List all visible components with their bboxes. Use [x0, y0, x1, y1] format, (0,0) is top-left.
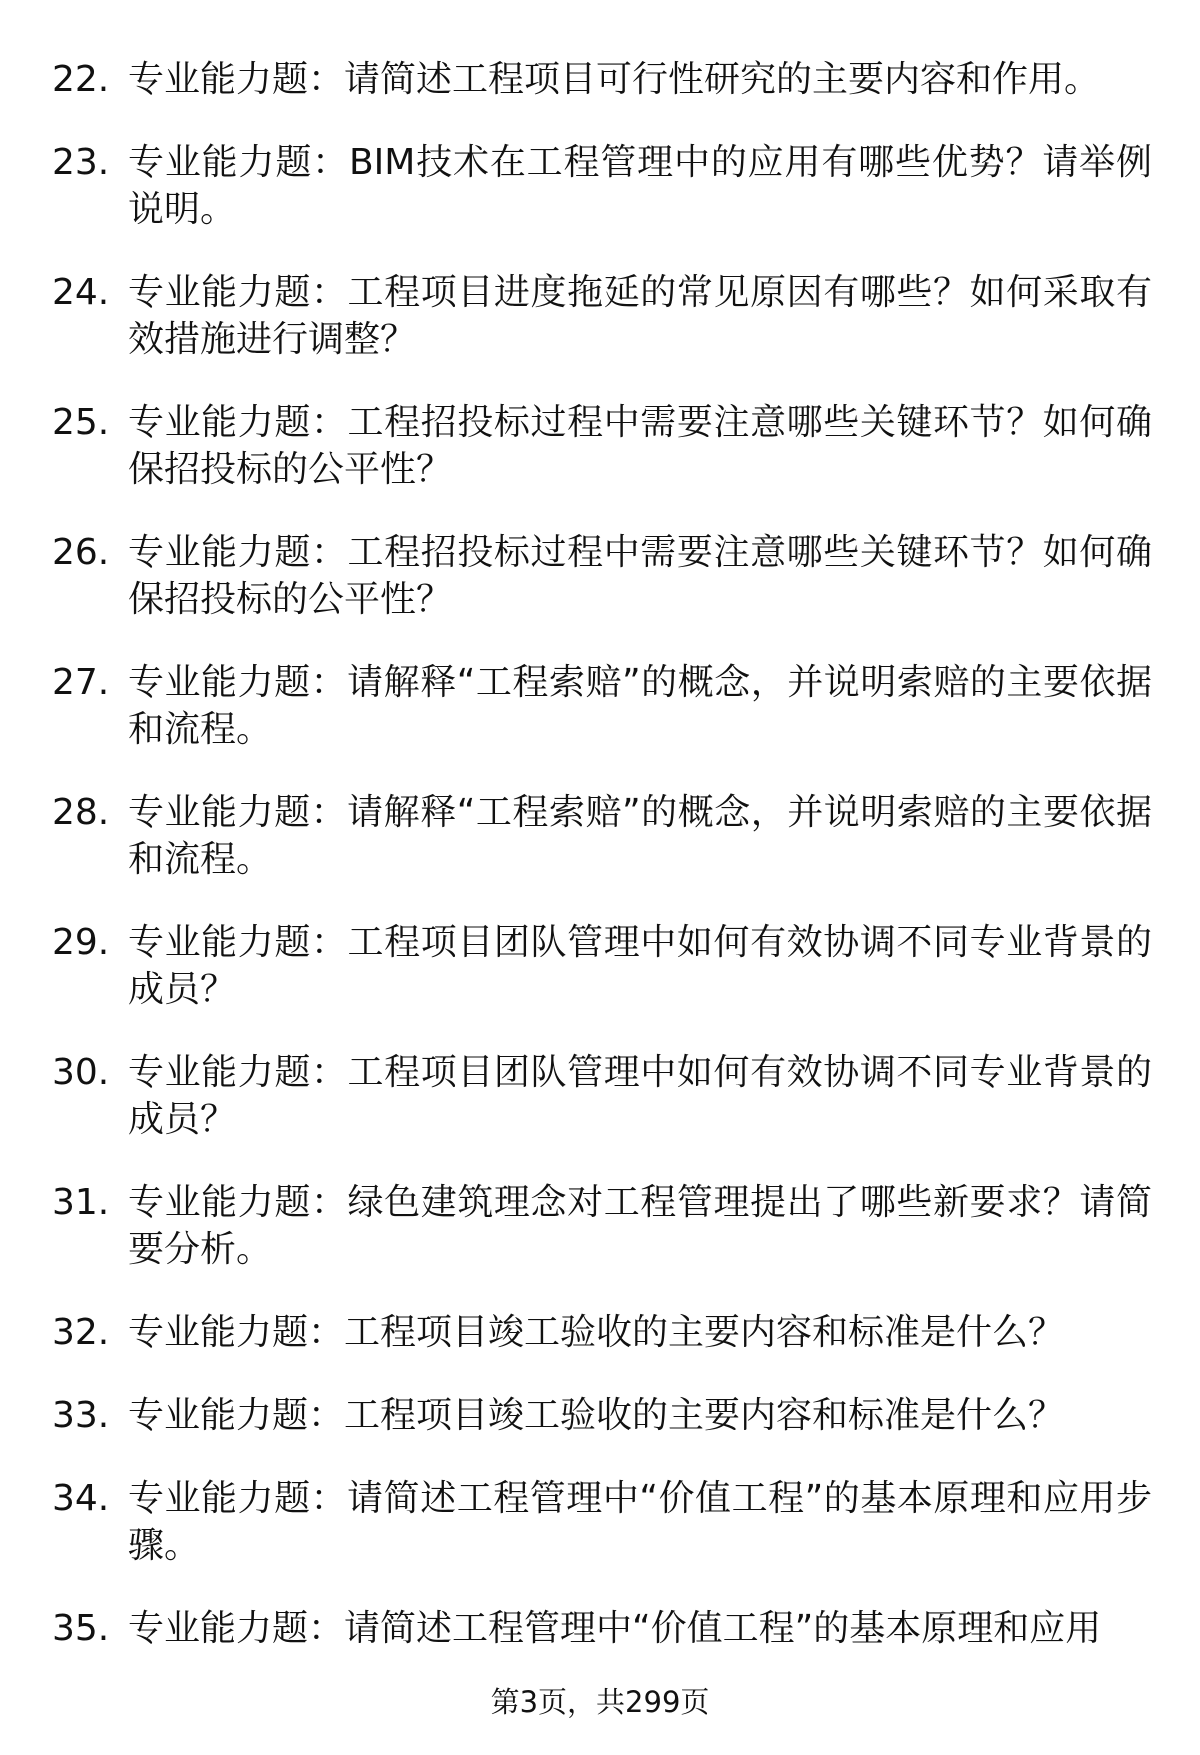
question-number: 29.	[52, 922, 110, 963]
page-footer: 第3页，共299页	[490, 1685, 710, 1719]
question-item	[52, 529, 1152, 623]
question-text: 专业能力题：工程项目团队管理中如何有效协调不同专业背景的成员？	[128, 1052, 1152, 1140]
question-item	[52, 56, 1152, 103]
question-text: 专业能力题：绿色建筑理念对工程管理提出了哪些新要求？请简要分析。	[128, 1182, 1152, 1270]
question-text: 专业能力题：请解释“工程索赔”的概念，并说明索赔的主要依据和流程。	[128, 792, 1152, 880]
question-item	[52, 789, 1152, 883]
question-number: 32.	[52, 1312, 110, 1353]
question-item	[52, 139, 1152, 233]
question-item	[52, 1179, 1152, 1273]
question-item	[52, 919, 1152, 1013]
question-number: 23.	[52, 142, 110, 183]
question-item	[52, 659, 1152, 753]
question-number: 24.	[52, 272, 110, 313]
question-number: 28.	[52, 792, 110, 833]
question-text: 专业能力题：工程项目竣工验收的主要内容和标准是什么？	[128, 1395, 1065, 1436]
question-item	[52, 1605, 1152, 1652]
question-item	[52, 1475, 1152, 1569]
question-number: 35.	[52, 1608, 110, 1649]
question-text: 专业能力题：工程项目进度拖延的常见原因有哪些？如何采取有效措施进行调整？	[128, 272, 1152, 360]
question-text: 专业能力题：工程项目竣工验收的主要内容和标准是什么？	[128, 1312, 1065, 1353]
question-text: 专业能力题：请简述工程管理中“价值工程”的基本原理和应用	[128, 1608, 1102, 1649]
question-text: 专业能力题：工程招投标过程中需要注意哪些关键环节？如何确保招投标的公平性？	[128, 402, 1152, 490]
question-item	[52, 399, 1152, 493]
question-text: 专业能力题：请简述工程项目可行性研究的主要内容和作用。	[128, 59, 1101, 100]
question-item	[52, 1309, 1152, 1356]
question-list	[52, 56, 1152, 1688]
question-number: 34.	[52, 1478, 110, 1519]
question-item	[52, 269, 1152, 363]
question-text: 专业能力题：请解释“工程索赔”的概念，并说明索赔的主要依据和流程。	[128, 662, 1152, 750]
question-number: 25.	[52, 402, 110, 443]
question-number: 27.	[52, 662, 110, 703]
question-number: 30.	[52, 1052, 110, 1093]
question-number: 31.	[52, 1182, 110, 1223]
question-text: 专业能力题：请简述工程管理中“价值工程”的基本原理和应用步骤。	[128, 1478, 1152, 1566]
question-item	[52, 1392, 1152, 1439]
question-item	[52, 1049, 1152, 1143]
question-number: 33.	[52, 1395, 110, 1436]
question-text: 专业能力题：工程项目团队管理中如何有效协调不同专业背景的成员？	[128, 922, 1152, 1010]
question-number: 26.	[52, 532, 110, 573]
question-number: 22.	[52, 59, 110, 100]
question-text: 专业能力题：工程招投标过程中需要注意哪些关键环节？如何确保招投标的公平性？	[128, 532, 1152, 620]
question-text: 专业能力题：BIM技术在工程管理中的应用有哪些优势？请举例说明。	[128, 142, 1152, 230]
